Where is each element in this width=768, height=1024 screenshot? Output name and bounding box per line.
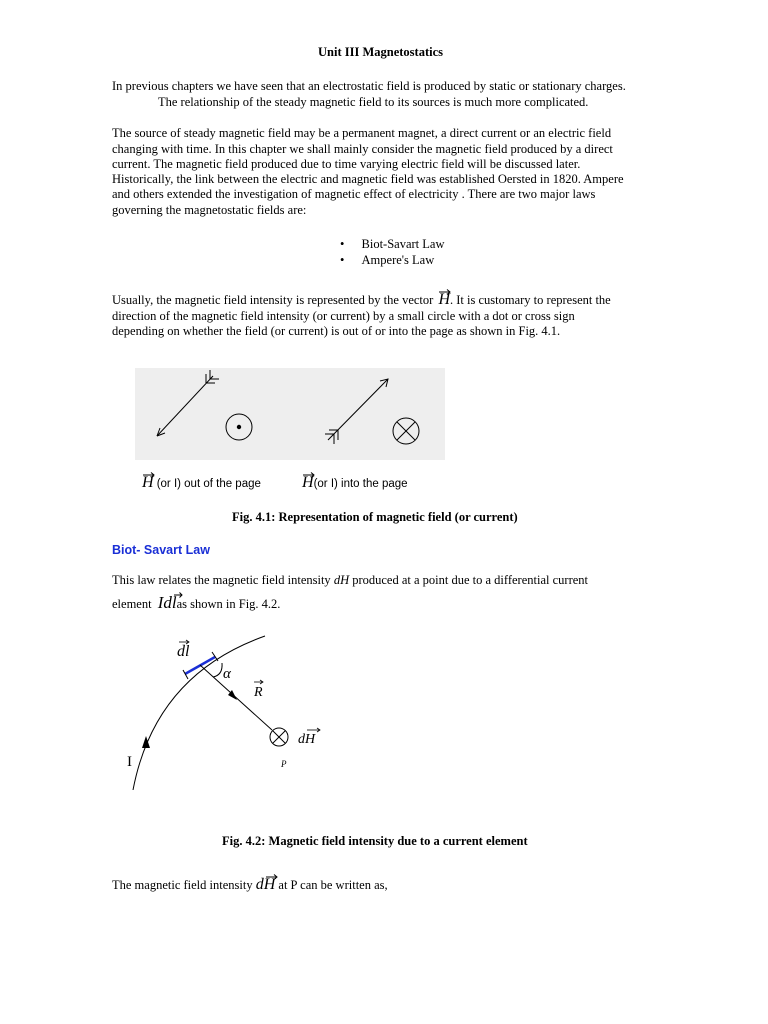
intro-line-2: The relationship of the steady magnetic field to its sources is much more complicated. — [158, 95, 589, 109]
para4-line-2 — [112, 595, 280, 612]
bullet-icon: • — [340, 253, 345, 267]
para2-line-2: changing with time. In this chapter we shall mainly consider the magnetic field produced by a direct — [112, 142, 613, 156]
fig1-label-out-text: (or I) out of the page — [156, 478, 261, 490]
para2-line-6: governing the magnetostatic fields are: — [112, 203, 307, 217]
label-r — [253, 680, 263, 700]
para4-text: as shown in Fig. 4.2. — [176, 597, 281, 611]
alpha-angle-arc — [213, 663, 222, 677]
intro-line-1: In previous chapters we have seen that an electrostatic field is produced by static or stationary charges. — [112, 79, 626, 93]
para5-text: The magnetic field intensity — [112, 878, 253, 892]
fig1-label-in-text: (or I) into the page — [313, 478, 408, 490]
para2-line-5: and others extended the investigation of magnetic effect of electricity . There are two major laws — [112, 187, 596, 201]
vector-h-symbol: H — [142, 475, 154, 490]
point-p-cross-icon — [270, 728, 288, 746]
vector-arrow-icon — [302, 471, 316, 478]
fig1-label-out — [142, 475, 261, 492]
vector-arrow-icon — [438, 288, 452, 295]
fig1-caption: Fig. 4.1: Representation of magnetic field (or current) — [232, 510, 518, 524]
figure-background — [135, 368, 445, 460]
label-alpha: α — [223, 666, 231, 682]
para3-line-1 — [112, 292, 611, 308]
svg-text:dl: dl — [177, 643, 190, 660]
bullet-icon: • — [340, 237, 345, 251]
para4-text: element — [112, 597, 152, 611]
figure-4-2 — [115, 630, 345, 790]
para5-text: at P can be written as, — [278, 878, 388, 892]
label-p: P — [281, 759, 287, 769]
section-heading-biot-savart: Biot- Savart Law — [112, 543, 210, 557]
svg-text:dH: dH — [298, 732, 316, 747]
law-biot-savart: Biot-Savart Law — [361, 237, 445, 251]
label-current-i: I — [127, 754, 132, 770]
para3-text: Usually, the magnetic field intensity is represented by the vector — [112, 293, 434, 307]
idl-symbol: Idl — [158, 595, 177, 610]
vector-h-symbol: H — [438, 292, 450, 307]
list-item — [340, 237, 444, 252]
fig1-label-in — [302, 475, 408, 492]
dh-vector-symbol: dH — [256, 877, 276, 892]
vector-arrow-icon — [173, 591, 183, 598]
para4-line-1 — [112, 573, 588, 588]
page-title: Unit III Magnetostatics — [318, 45, 443, 59]
para4-text: produced at a point due to a differential current — [352, 573, 589, 587]
vector-arrow-icon — [265, 873, 279, 880]
fig2-caption: Fig. 4.2: Magnetic field intensity due to a current element — [222, 834, 528, 848]
vector-h-symbol: H — [302, 475, 314, 490]
svg-text:R: R — [254, 685, 263, 700]
label-dh — [298, 728, 320, 747]
dl-tick — [212, 652, 218, 661]
para2-line-1: The source of steady magnetic field may be a permanent magnet, a direct current or an electric field — [112, 126, 612, 140]
label-dl — [177, 640, 190, 660]
para3-text: . It is customary to represent the — [450, 293, 611, 307]
para3-line-3: depending on whether the field (or current) is out of or into the page as shown in Fig. 4.1. — [112, 324, 561, 338]
para4-text: This law relates the magnetic field intensity — [112, 573, 331, 587]
para2-line-4: Historically, the link between the electric and magnetic field was established Oersted in 1820. Ampere — [112, 172, 624, 186]
para2-line-3: current. The magnetic field produced due to time varying electric field will be discussed later. — [112, 157, 581, 171]
current-path-arc — [133, 636, 265, 790]
para5-line — [112, 877, 388, 893]
vector-arrow-icon — [142, 471, 156, 478]
para3-line-2: direction of the magnetic field intensity (or current) by a small circle with a dot or cross sign — [112, 309, 575, 323]
figure-4-1 — [135, 368, 445, 460]
law-ampere: Ampere's Law — [361, 253, 435, 267]
dh-symbol: dH — [333, 573, 350, 587]
list-item — [340, 253, 434, 268]
